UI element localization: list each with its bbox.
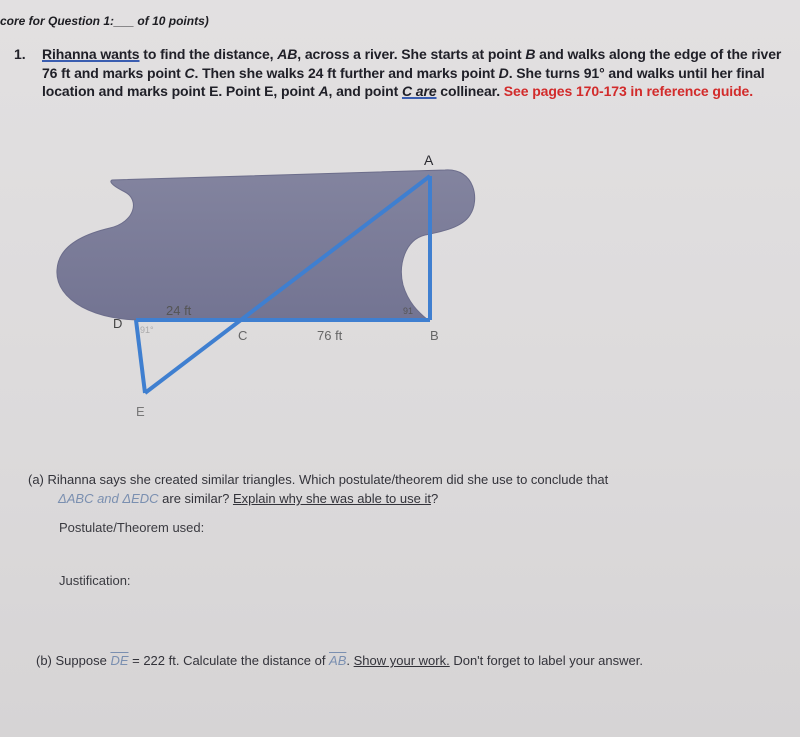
angle-label-d: 91° — [140, 325, 154, 335]
label-e: E — [136, 404, 145, 419]
label-b: B — [430, 328, 439, 343]
score-line: core for Question 1:___ of 10 points) — [0, 14, 209, 28]
question-number: 1. — [14, 46, 26, 62]
reference-note: See pages 170-173 in reference guide. — [503, 83, 753, 100]
angle-label-b: 91 — [403, 306, 414, 316]
river-shape — [57, 170, 475, 320]
part-b: (b) Suppose $\overline{DE} = 222$ ft. Calculate the distance of $\overline{AB}$. Show your work. Don't forget to label your answer. — [36, 653, 643, 668]
label-c: C — [238, 328, 248, 343]
label-76ft: 76 ft — [317, 328, 343, 343]
postulate-label: Postulate/Theorem used: — [59, 520, 205, 535]
label-d: D — [113, 316, 123, 331]
question-text: Rihanna wants to find the distance, AB, across a river. She starts at point B and walks along the edge of the river 76 ft and marks point C. Then she walks 24 ft further and marks point D. She turns 91° and walks until her final location and marks point E. Point E, point A, and point C are collinear. See pages 170-173 in reference guide. — [42, 46, 782, 100]
justification-label: Justification: — [59, 573, 131, 588]
river-diagram — [0, 140, 800, 430]
label-24ft: 24 ft — [166, 303, 192, 318]
score-blank[interactable]: ___ — [114, 14, 135, 28]
part-a: (a) Rihanna says she created similar triangles. Which postulate/theorem did she use to conclude that ΔABC and ΔEDC are similar? Explain why she was able to use it? — [28, 472, 609, 506]
label-a: A — [424, 152, 434, 168]
